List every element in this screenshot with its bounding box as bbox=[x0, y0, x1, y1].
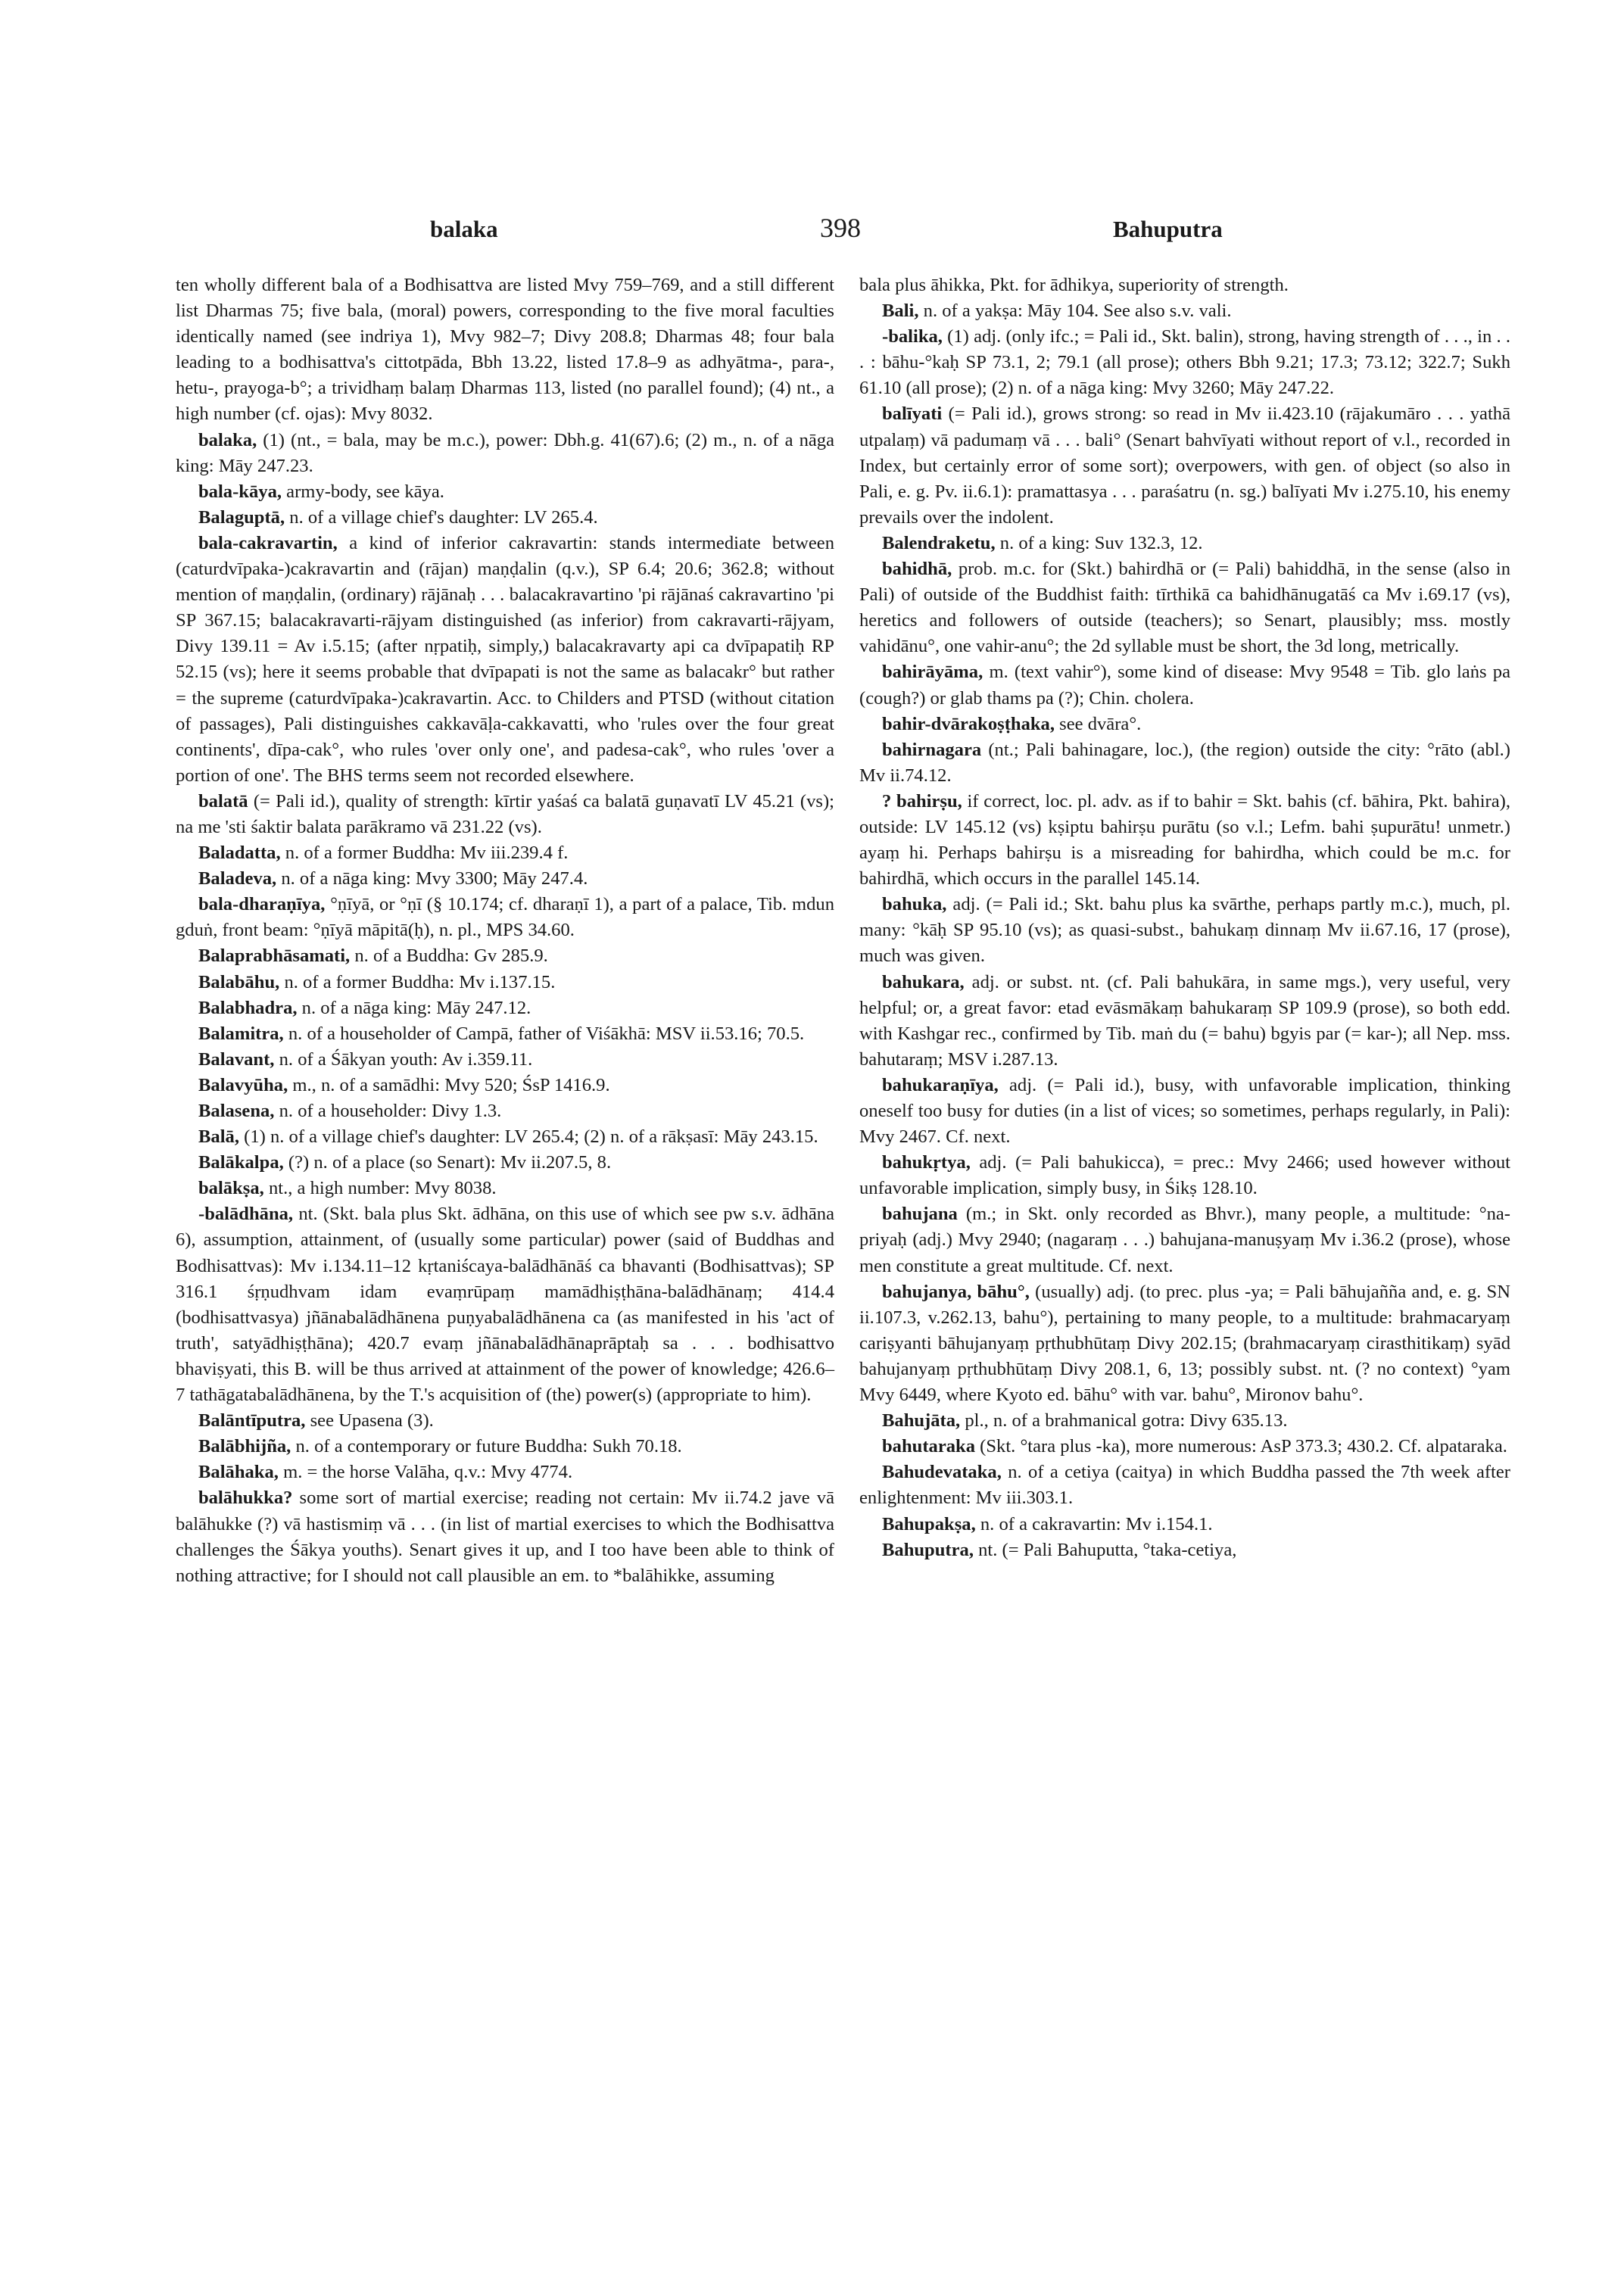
entry-text: adj. (= Pali id.; Skt. bahu plus ka svārthe, perhaps partly m.c.), much, pl. many: °kāḥ SP 95.10 (vs); as quasi-subst., bahukaṃ dinnaṃ Mv ii.67.16, 17 (prose), much was given. bbox=[859, 894, 1510, 967]
entry-text: some sort of martial exercise; reading not certain: Mv ii.74.2 jave vā balāhukke (?) vā hastismiṃ vā . . . (in list of martial exercises to which the Bodhisattva challenges the Śākya youths). Senart gives it up, and I too have been able to think of nothing attractive; for I should not call plausible an em. to *balāhikke, assuming bbox=[176, 1488, 834, 1586]
entry-text: (m.; in Skt. only recorded as Bhvr.), many people, a multitude: °na-priyaḥ (adj.) Mvy 2940; (nagaraṃ . . .) bahujana-manuṣyaṃ Mv i.36.2 (prose), whose men constitute a great multitude. Cf. next. bbox=[859, 1204, 1510, 1276]
running-head-left: balaka bbox=[430, 216, 498, 242]
entry-text: n. of a Śākyan youth: Av i.359.11. bbox=[274, 1048, 533, 1070]
dictionary-entry bbox=[176, 789, 834, 840]
entry-text: n. of a Buddha: Gv 285.9. bbox=[350, 946, 548, 967]
entry-headword: bahir-dvārakoṣṭhaka, bbox=[882, 713, 1055, 734]
dictionary-entry bbox=[859, 892, 1510, 969]
entry-headword: -balādhāna, bbox=[198, 1204, 294, 1225]
entry-headword: Baladeva, bbox=[198, 868, 277, 889]
dictionary-entry bbox=[176, 1460, 834, 1485]
entry-headword: balīyati bbox=[882, 403, 943, 425]
dictionary-entry bbox=[859, 324, 1510, 401]
entry-text: n. of a village chief's daughter: LV 265.4. bbox=[285, 506, 598, 528]
entry-text: n. of a householder of Campā, father of Viśākhā: MSV ii.53.16; 70.5. bbox=[283, 1023, 805, 1044]
entry-headword: Balavyūha, bbox=[198, 1074, 288, 1095]
entry-headword: bahukṛtya, bbox=[882, 1152, 971, 1173]
entry-headword: Balāntīputra, bbox=[198, 1410, 306, 1432]
dictionary-entry bbox=[176, 505, 834, 531]
dictionary-entry bbox=[859, 1073, 1510, 1150]
dictionary-entry bbox=[176, 866, 834, 892]
entry-text: a kind of inferior cakravartin: stands intermediate between (caturdvīpaka-)cakravartin and (rājan) maṇḍalin (q.v.), SP 6.4; 20.6; 362.8; without mention of maṇḍalin, (ordinary) rājānaḥ . . . balacakravartino 'pi rājānaś cakravartino 'pi SP 367.15; balacakravarti-rājyam distinguished (as inferior) from cakravarti-rājyam, Divy 139.11 = Av i.5.15; (after nṛpatiḥ, simply,) balacakravarty api ca dvīpapatiḥ RP 52.15 (vs); here it seems probable that dvīpapati is not the same as balacakr° but rather = the supreme (caturdvīpaka-)cakravartin. Acc. to Childers and PTSD (without citation of passages), Pali distinguishes cakkavāḷa-cakkavatti, who 'rules over the four great continents', dīpa-cak°, who rules 'over only one', and padesa-cak°, who rules 'over a portion of one'. The BHS terms seem not recorded elsewhere. bbox=[176, 532, 834, 786]
entry-headword: Bahudevataka, bbox=[882, 1462, 1002, 1483]
entry-text: (1) (nt., = bala, may be m.c.), power: Dbh.g. 41(67).6; (2) m., n. of a nāga king: Māy 247.23. bbox=[176, 429, 834, 476]
entry-headword: bahukaraṇīya, bbox=[882, 1074, 999, 1095]
entry-headword: Balābhijña, bbox=[198, 1436, 291, 1457]
entry-headword: bahukara, bbox=[882, 971, 965, 992]
entry-text: adj. (= Pali bahukicca), = prec.: Mvy 2466; used however without unfavorable implication, simply busy, in Śikṣ 128.10. bbox=[859, 1152, 1510, 1199]
entry-text: (1) adj. (only ifc.; = Pali id., Skt. balin), strong, having strength of . . ., in . . . : bāhu-°kaḥ SP 73.1, 2; 79.1 (all prose); others Bbh 9.21; 17.3; 73.12; 322.7; Sukh 61.10 (all prose); (2) n. of a nāga king: Mvy 3260; Māy 247.22. bbox=[859, 326, 1510, 399]
dictionary-entry bbox=[176, 1408, 834, 1434]
dictionary-entry bbox=[176, 1434, 834, 1460]
dictionary-entry bbox=[859, 401, 1510, 530]
entry-text: ten wholly different bala of a Bodhisattva are listed Mvy 759–769, and a still different list Dharmas 75; five bala, (moral) powers, corresponding to the five moral faculties identically named (see indriya 1), Mvy 982–7; Divy 208.8; Dharmas 48; four bala leading to a bodhisattva's cittotpāda, Bbh 13.22, listed 17.8–9 as adhyātma-, para-, hetu-, prayoga-b°; a trividhaṃ balaṃ Dharmas 113, listed (no parallel found); (4) nt., a high number (cf. ojas): Mvy 8032. bbox=[176, 275, 834, 425]
dictionary-entry bbox=[859, 659, 1510, 711]
entry-text: (= Pali id.), quality of strength: kīrtir yaśaś ca balatā guṇavatī LV 45.21 (vs); na me 'sti śaktir balata parākramo vā 231.22 (vs). bbox=[176, 790, 834, 837]
entry-headword: Balā, bbox=[198, 1126, 239, 1148]
left-column bbox=[176, 273, 834, 1589]
entry-text: m. (text vahir°), some kind of disease: Mvy 9548 = Tib. glo laṅs pa (cough?) or glab thams pa (?); Chin. cholera. bbox=[859, 662, 1510, 709]
dictionary-entry bbox=[176, 1124, 834, 1150]
entry-headword: balatā bbox=[198, 790, 248, 812]
entry-headword: Balasena, bbox=[198, 1101, 275, 1121]
entry-text: adj. or subst. nt. (cf. Pali bahukāra, in same mgs.), very useful, very helpful; or, a great favor: etad evāsmākaṃ bahukaraṃ SP 109.9 (prose), so both edd. with Kashgar rec., confirmed by Tib. maṅ du (= bahu) bgyis par (= kar-); all Nep. mss. bahutaraṃ; MSV i.287.13. bbox=[859, 971, 1510, 1070]
dictionary-entry bbox=[176, 1021, 834, 1047]
entry-text: (= Pali id.), grows strong: so read in Mv ii.423.10 (rājakumāro . . . yathā utpalaṃ) vā padumaṃ vā . . . bali° (Senart bahvīyati without report of v.l., recorded in Index, but certainly error of some sort); overpowers, with gen. of object (so also in Pali, e. g. Pv. ii.6.1): pramattasya . . . paraśatru (n. sg.) balīyati Mv i.275.10, his enemy prevails over the indolent. bbox=[859, 403, 1510, 528]
entry-headword: Baladatta, bbox=[198, 843, 281, 864]
entry-headword: Bahupakṣa, bbox=[882, 1513, 976, 1534]
entry-headword: bahujanya, bāhu°, bbox=[882, 1281, 1030, 1302]
entry-headword: balākṣa, bbox=[198, 1178, 264, 1199]
entry-headword: Bali, bbox=[882, 301, 919, 322]
entry-headword: bala-kāya, bbox=[198, 481, 282, 502]
dictionary-entry bbox=[176, 428, 834, 479]
entry-headword: Bahuputra, bbox=[882, 1539, 974, 1560]
entry-text: prob. m.c. for (Skt.) bahirdhā or (= Pali) bahiddhā, in the sense (also in Pali) of outside of the Buddhist faith: tīrthikā ca bahidhānugatāś ca Mv i.69.17 (vs), heretics and followers of outside (teachers); so Senart, plausibly; mss. mostly vahidānu°, one vahir-anu°; the 2d syllable must be short, the 3d long, metrically. bbox=[859, 559, 1510, 657]
dictionary-entry bbox=[176, 1098, 834, 1124]
dictionary-entry bbox=[176, 1150, 834, 1176]
dictionary-entry bbox=[859, 789, 1510, 892]
entry-text: adj. (= Pali id.), busy, with unfavorable implication, thinking oneself too busy for duties (in a list of vices; so sometimes, perhaps regularly, in Pali): Mvy 2467. Cf. next. bbox=[859, 1074, 1510, 1148]
dictionary-entry bbox=[176, 1176, 834, 1201]
dictionary-entry bbox=[859, 1434, 1510, 1460]
dictionary-entry bbox=[176, 943, 834, 969]
entry-text: army-body, see kāya. bbox=[282, 481, 444, 502]
dictionary-entry bbox=[176, 1485, 834, 1588]
entry-text: n. of a former Buddha: Mv i.137.15. bbox=[279, 971, 556, 992]
entry-text: n. of a nāga king: Mvy 3300; Māy 247.4. bbox=[276, 868, 588, 889]
entry-text: n. of a former Buddha: Mv iii.239.4 f. bbox=[280, 843, 569, 864]
entry-headword: balāhukka? bbox=[198, 1488, 293, 1509]
entry-headword: bahutaraka bbox=[882, 1436, 976, 1457]
dictionary-entry bbox=[176, 1201, 834, 1408]
dictionary-entry bbox=[859, 737, 1510, 789]
dictionary-entry bbox=[859, 298, 1510, 324]
dictionary-entry bbox=[859, 1537, 1510, 1563]
right-column bbox=[859, 273, 1510, 1563]
entry-headword: Balamitra, bbox=[198, 1023, 284, 1044]
entry-headword: Balākalpa, bbox=[198, 1152, 284, 1173]
entry-headword: -balika, bbox=[882, 326, 943, 347]
entry-text: n. of a yakṣa: Māy 104. See also s.v. vali. bbox=[918, 301, 1232, 322]
entry-text: n. of a contemporary or future Buddha: Sukh 70.18. bbox=[291, 1436, 682, 1457]
dictionary-entry bbox=[176, 531, 834, 789]
entry-headword: Balabhadra, bbox=[198, 997, 298, 1018]
entry-headword: bahuka, bbox=[882, 894, 947, 915]
running-head-right: Bahuputra bbox=[1113, 216, 1223, 242]
entry-text: nt. (Skt. bala plus Skt. ādhāna, on this use of which see pw s.v. ādhāna 6), assumption, attainment, of (usually some particular) power (said of Buddhas and Bodhisattvas): Mv i.134.11–12 kṛtaniścaya-balādhānāś ca bhavanti (Bodhisattvas); SP 316.1 śṛṇudhvam idam evaṃrūpaṃ mamādhiṣṭhāna-balādhānaṃ; 414.4 (bodhisattvasya) jñānabalādhānena puṇyabalādhānena ca (as manifested in his 'act of truth', satyādhiṣṭhāna); 420.7 evaṃ jñānabalādhānaprāptaḥ sa . . . bodhisattvo bhaviṣyati, this B. will be thus arrived at attainment of the power of knowledge; 426.6–7 tathāgatabalādhānena, by the T.'s acquisition of (the) power(s) (appropriate to him). bbox=[176, 1204, 834, 1406]
entry-headword: Balāhaka, bbox=[198, 1462, 279, 1483]
entry-headword: Balabāhu, bbox=[198, 971, 280, 992]
entry-text: bala plus āhikka, Pkt. for ādhikya, superiority of strength. bbox=[859, 275, 1289, 295]
dictionary-entry bbox=[176, 970, 834, 995]
dictionary-entry bbox=[176, 892, 834, 943]
entry-headword: Balaguptā, bbox=[198, 506, 285, 528]
page-number: 398 bbox=[820, 213, 861, 243]
entry-text: if correct, loc. pl. adv. as if to bahir = Skt. bahis (cf. bāhira, Pkt. bahira), outside: LV 145.12 (vs) kṣiptu bahirṣu purātu (so v.l.; Lefm. bahi ṣupurātu! unmetr.) ayaṃ hi. Perhaps bahirṣu is a misreading for bahirdha, which could be m.c. for bahirdhā, which occurs in the parallel 145.14. bbox=[859, 790, 1510, 889]
entry-text: (1) n. of a village chief's daughter: LV 265.4; (2) n. of a rākṣasī: Māy 243.15. bbox=[238, 1126, 818, 1148]
dictionary-entry bbox=[176, 273, 834, 428]
entry-headword: bahirnagara bbox=[882, 739, 982, 760]
entry-text: m., n. of a samādhi: Mvy 520; ŚsP 1416.9. bbox=[288, 1074, 610, 1095]
entry-text: n. of a householder: Divy 1.3. bbox=[274, 1101, 502, 1121]
entry-text: (usually) adj. (to prec. plus -ya; = Pali bāhujañña and, e. g. SN ii.107.3, v.262.13, bahu°), pertaining to many people, to a multitude: brahmacaryaṃ cariṣyanti bāhujanyaṃ pṛthubhūtaṃ Divy 202.15; (brahmacaryaṃ cirasthitikaṃ) syād bahujanyaṃ pṛthubhūtaṃ Divy 208.1, 6, 13; possibly subst. nt. (? no context) °yam Mvy 6449, where Kyoto ed. bāhu° with var. bahu°, Mironov bahu°. bbox=[859, 1281, 1510, 1406]
entry-headword: bahidhā, bbox=[882, 559, 952, 580]
dictionary-entry bbox=[176, 995, 834, 1021]
dictionary-entry bbox=[176, 1047, 834, 1073]
entry-headword: bahujana bbox=[882, 1204, 958, 1225]
dictionary-entry bbox=[859, 712, 1510, 737]
entry-headword: bala-cakravartin, bbox=[198, 532, 338, 553]
entry-text: see dvāra°. bbox=[1055, 713, 1142, 734]
dictionary-entry bbox=[859, 1512, 1510, 1537]
entry-text: n. of a nāga king: Māy 247.12. bbox=[297, 997, 531, 1018]
entry-headword: bala-dharaṇīya, bbox=[198, 894, 326, 915]
entry-text: (?) n. of a place (so Senart): Mv ii.207.5, 8. bbox=[283, 1152, 612, 1173]
dictionary-entry bbox=[859, 970, 1510, 1073]
dictionary-entry bbox=[176, 479, 834, 505]
entry-text: pl., n. of a brahmanical gotra: Divy 635.13. bbox=[960, 1410, 1288, 1432]
dictionary-entry bbox=[859, 556, 1510, 659]
entry-headword: balaka, bbox=[198, 429, 257, 450]
entry-text: n. of a king: Suv 132.3, 12. bbox=[995, 532, 1203, 553]
dictionary-entry bbox=[859, 1408, 1510, 1434]
dictionary-entry bbox=[859, 1460, 1510, 1511]
entry-text: °ṇīyā, or °ṇī (§ 10.174; cf. dharaṇī 1), a part of a palace, Tib. mdun gduṅ, front beam: °ṇīyā māpitā(ḥ), n. pl., MPS 34.60. bbox=[176, 894, 834, 941]
entry-text: nt., a high number: Mvy 8038. bbox=[263, 1178, 497, 1199]
entry-headword: Balendraketu, bbox=[882, 532, 996, 553]
dictionary-entry bbox=[859, 531, 1510, 556]
entry-headword: Bahujāta, bbox=[882, 1410, 961, 1432]
entry-text: n. of a cetiya (caitya) in which Buddha passed the 7th week after enlightenment: Mv iii.303.1. bbox=[859, 1462, 1510, 1509]
entry-headword: bahirāyāma, bbox=[882, 662, 983, 683]
entry-text: n. of a cakravartin: Mv i.154.1. bbox=[975, 1513, 1213, 1534]
entry-text: (nt.; Pali bahinagare, loc.), (the region) outside the city: °rāto (abl.) Mv ii.74.12. bbox=[859, 739, 1510, 786]
dictionary-entry bbox=[176, 1073, 834, 1098]
entry-text: (Skt. °tara plus -ka), more numerous: AsP 373.3; 430.2. Cf. alpataraka. bbox=[975, 1436, 1507, 1457]
entry-text: nt. (= Pali Bahuputta, °taka-cetiya, bbox=[973, 1539, 1237, 1560]
dictionary-entry bbox=[176, 840, 834, 866]
entry-text: see Upasena (3). bbox=[305, 1410, 434, 1432]
entry-headword: Balavant, bbox=[198, 1048, 275, 1070]
entry-headword: Balaprabhāsamati, bbox=[198, 946, 351, 967]
dictionary-entry bbox=[859, 273, 1510, 298]
dictionary-entry bbox=[859, 1279, 1510, 1408]
dictionary-entry bbox=[859, 1201, 1510, 1279]
dictionary-entry bbox=[859, 1150, 1510, 1201]
entry-headword: ? bahirṣu, bbox=[882, 790, 962, 812]
entry-text: m. = the horse Valāha, q.v.: Mvy 4774. bbox=[278, 1462, 573, 1483]
